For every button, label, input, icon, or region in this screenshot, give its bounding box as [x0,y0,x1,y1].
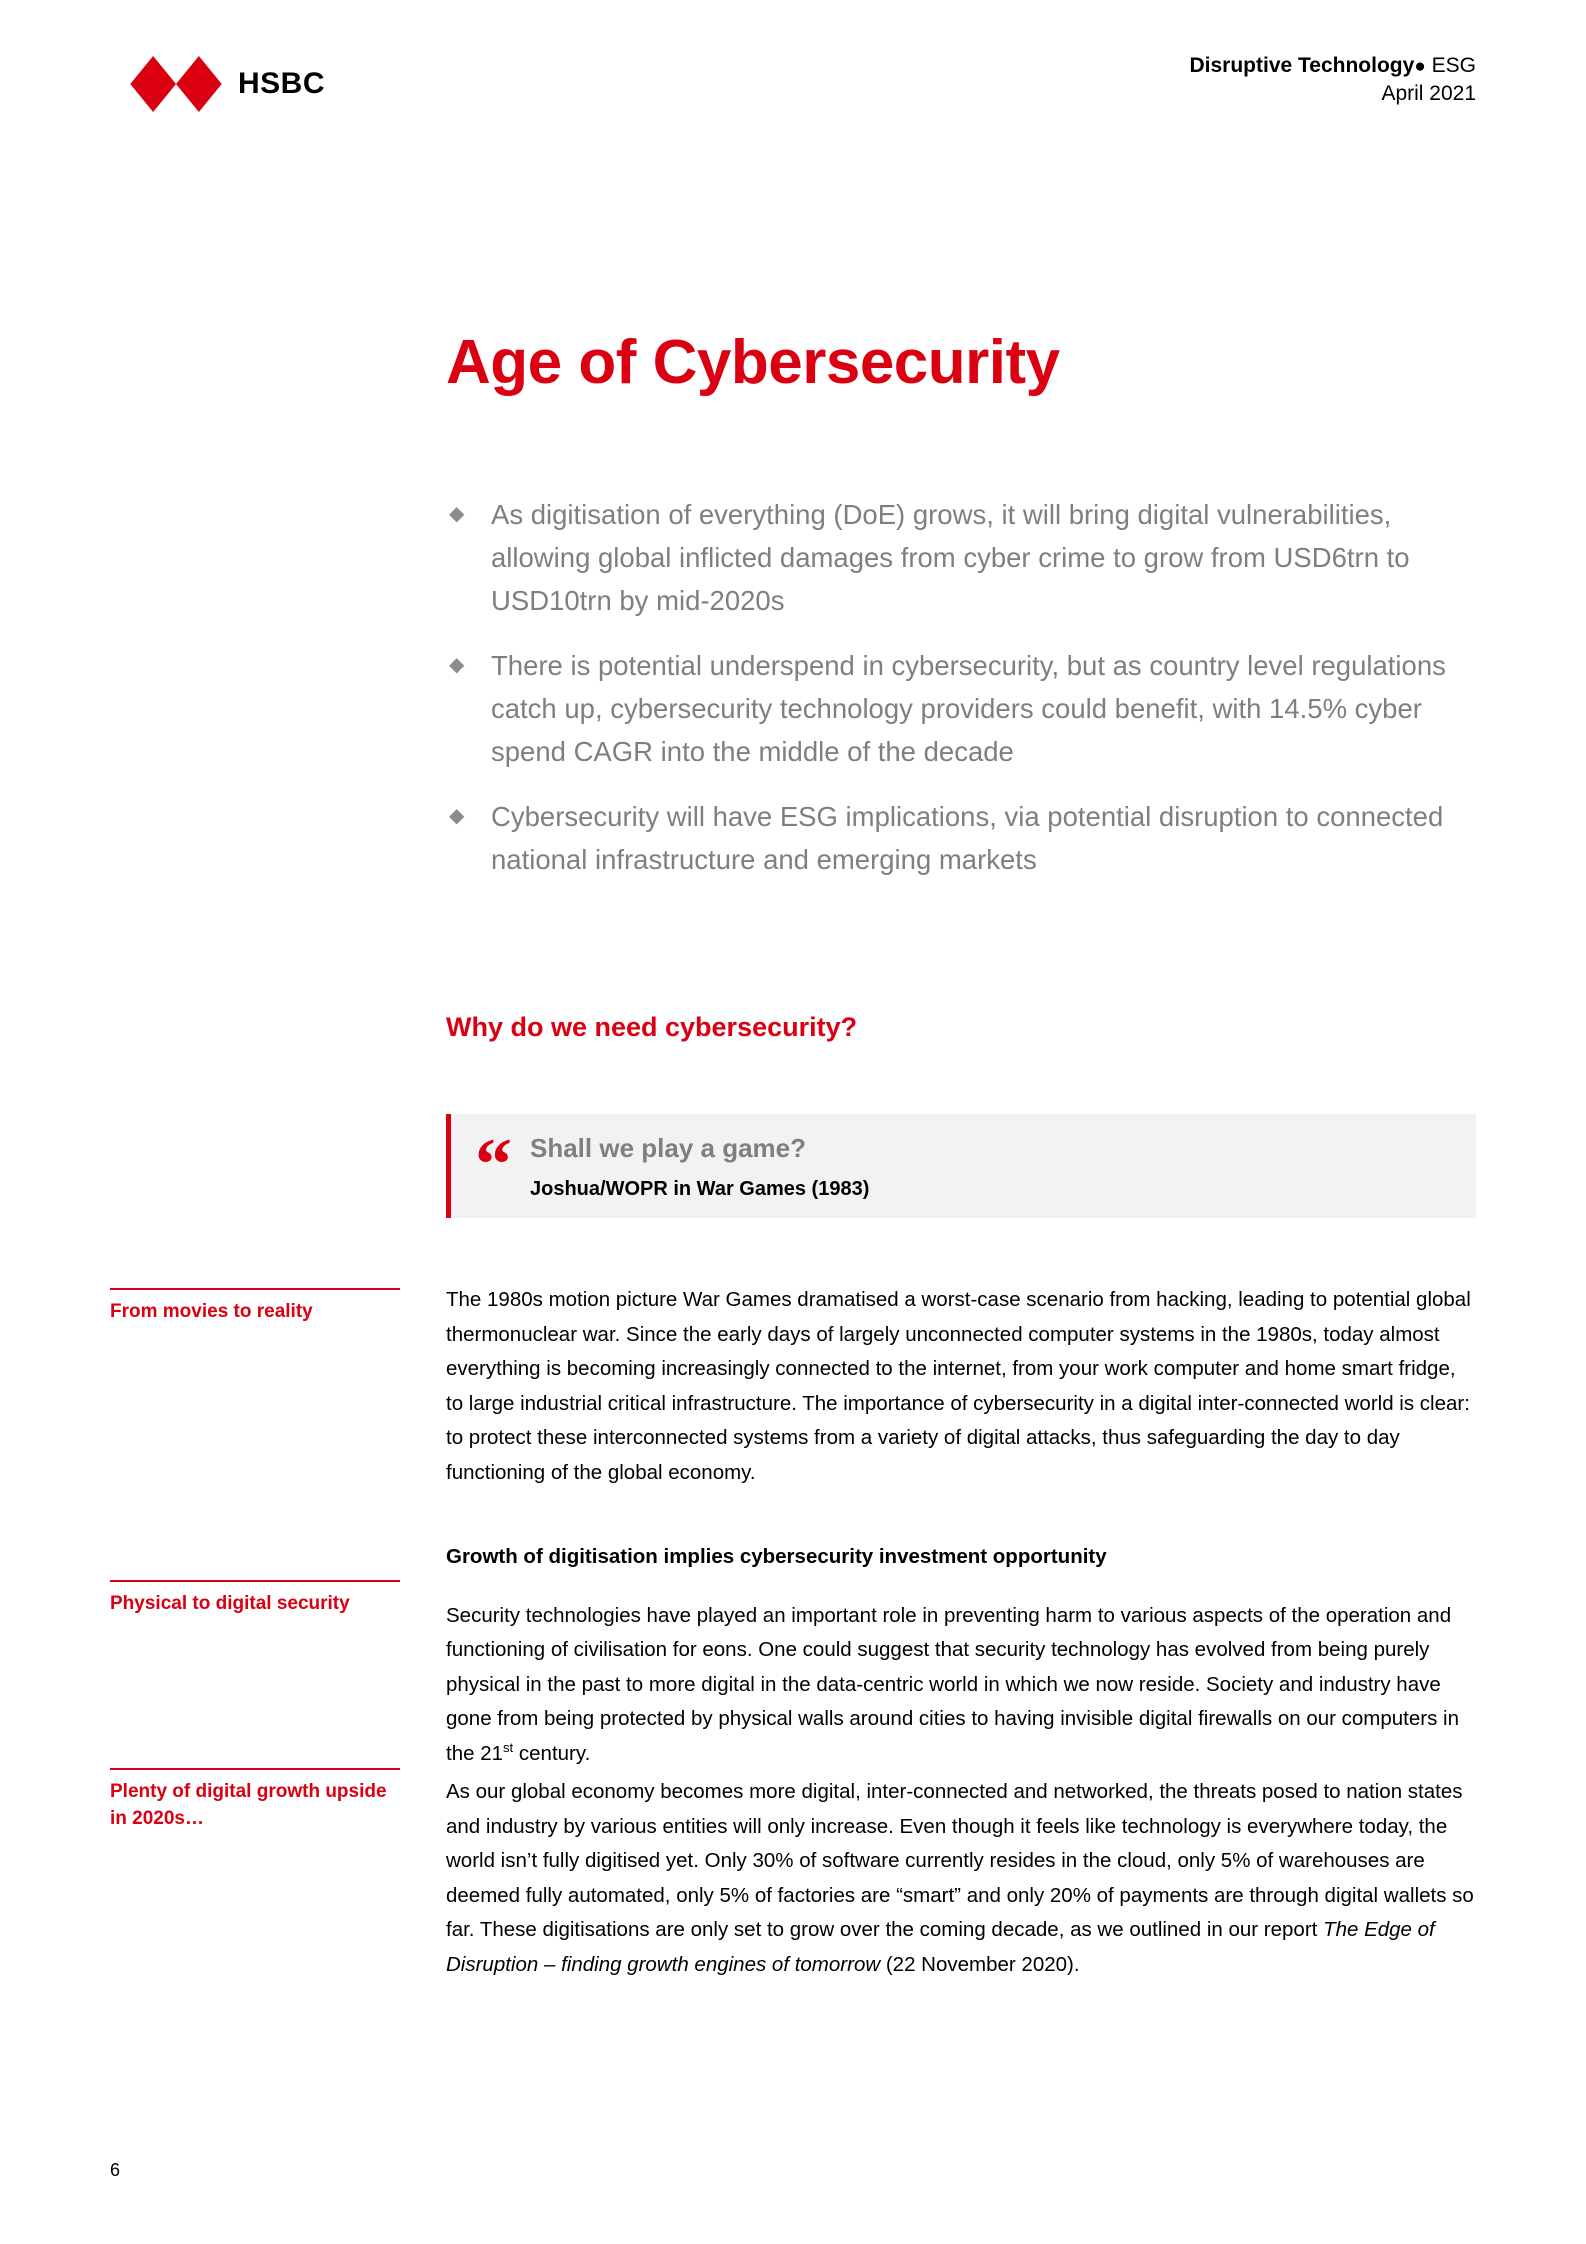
pull-quote-inner [451,1124,1476,1206]
page-header [110,52,1476,122]
header-report-line [1190,52,1477,80]
hsbc-hexagon-icon [130,56,222,112]
key-point-text: There is potential underspend in cybersecurity, but as country level regulations catch up, cybersecurity technology providers could benefit, with 14.5% cyber spend CAGR into the middle of the decade [491,650,1446,767]
report-title-citation: The Edge of Disruption – finding growth engines of tomorrow [446,1918,1435,1976]
margin-note-physical-to-digital-security: Physical to digital security [110,1580,400,1618]
body-paragraph-group-1 [446,1283,1478,1490]
body-paragraph: The 1980s motion picture War Games dramatised a worst-case scenario from hacking, leading to potential global thermonuclear war. Since the early days of largely unconnected computer systems in the 1980s, today almost everything is becoming increasingly connected to the internet, from your work computer and home smart fridge, to large industrial critical infrastructure. The importance of cybersecurity in a digital inter-connected world is clear: to protect these interconnected systems from a variety of digital attacks, thus safeguarding the day to day functioning of the global economy. [446,1288,1471,1484]
body-paragraph-group-2 [446,1540,1478,1771]
header-report-title: Disruptive Technology [1189,54,1415,77]
key-point-text: As digitisation of everything (DoE) grows, it will bring digital vulnerabilities, allowing global inflicted damages from cyber crime to grow from USD6trn to USD10trn by mid-2020s [491,499,1410,616]
margin-note-from-movies-to-reality: From movies to reality [110,1288,400,1326]
body-text-run: As our global economy becomes more digital, inter-connected and networked, the threats posed to nation states and industry by various entities will only increase. Even though it feels like technology is everywhere today, the world isn’t fully digitised yet. Only 30% of software currently resides in the cloud, only 5% of warehouses are deemed fully automated, only 5% of factories are “smart” and only 20% of payments are through digital wallets so far. These digitisations are only set to grow over the coming decade, as we outlined in our report [446,1780,1474,1941]
header-separator-dot: ● [1414,56,1426,77]
pull-quote-block [446,1114,1476,1218]
body-paragraph [446,1599,1478,1772]
key-points-list [446,493,1476,903]
body-subheading: Growth of digitisation implies cybersecurity investment opportunity [446,1545,1107,1568]
key-point-text: Cybersecurity will have ESG implications, via potential disruption to connected national infrastructure and emerging markets [491,801,1444,875]
diamond-bullet-icon: ◆ [449,654,465,676]
margin-note-plenty-of-digital-growth: Plenty of digital growth upside in 2020s… [110,1768,400,1833]
body-paragraph-group-3 [446,1775,1478,1982]
list-item [446,493,1476,622]
diamond-bullet-icon: ◆ [449,503,465,525]
hsbc-wordmark: HSBC [238,67,326,100]
page-title: Age of Cybersecurity [446,327,1060,397]
body-text-run: (22 November 2020). [880,1952,1080,1976]
diamond-bullet-icon: ◆ [449,805,465,827]
hsbc-logo [130,56,325,112]
pull-quote-text: Shall we play a game? [530,1133,806,1163]
body-text-run: century. [513,1741,591,1765]
header-meta [1190,52,1477,107]
section-heading: Why do we need cybersecurity? [446,1012,858,1043]
page-number: 6 [110,2160,121,2180]
header-report-category: ESG [1431,54,1476,77]
list-item [446,795,1476,881]
list-item [446,644,1476,773]
pull-quote-attribution: Joshua/WOPR in War Games (1983) [530,1177,870,1200]
header-date: April 2021 [1381,81,1476,105]
quote-mark-icon: “ [475,1124,507,1206]
body-paragraph [446,1775,1478,1982]
body-text-run: Security technologies have played an important role in preventing harm to various aspects of the operation and functioning of civilisation for eons. One could suggest that security technology has evolved from being purely physical in the past to more digital in the data-centric world in which we now reside. Society and industry have gone from being protected by physical walls around cities to having invisible digital firewalls on our computers in the 21 [446,1603,1459,1765]
ordinal-suffix: st [503,1739,514,1755]
